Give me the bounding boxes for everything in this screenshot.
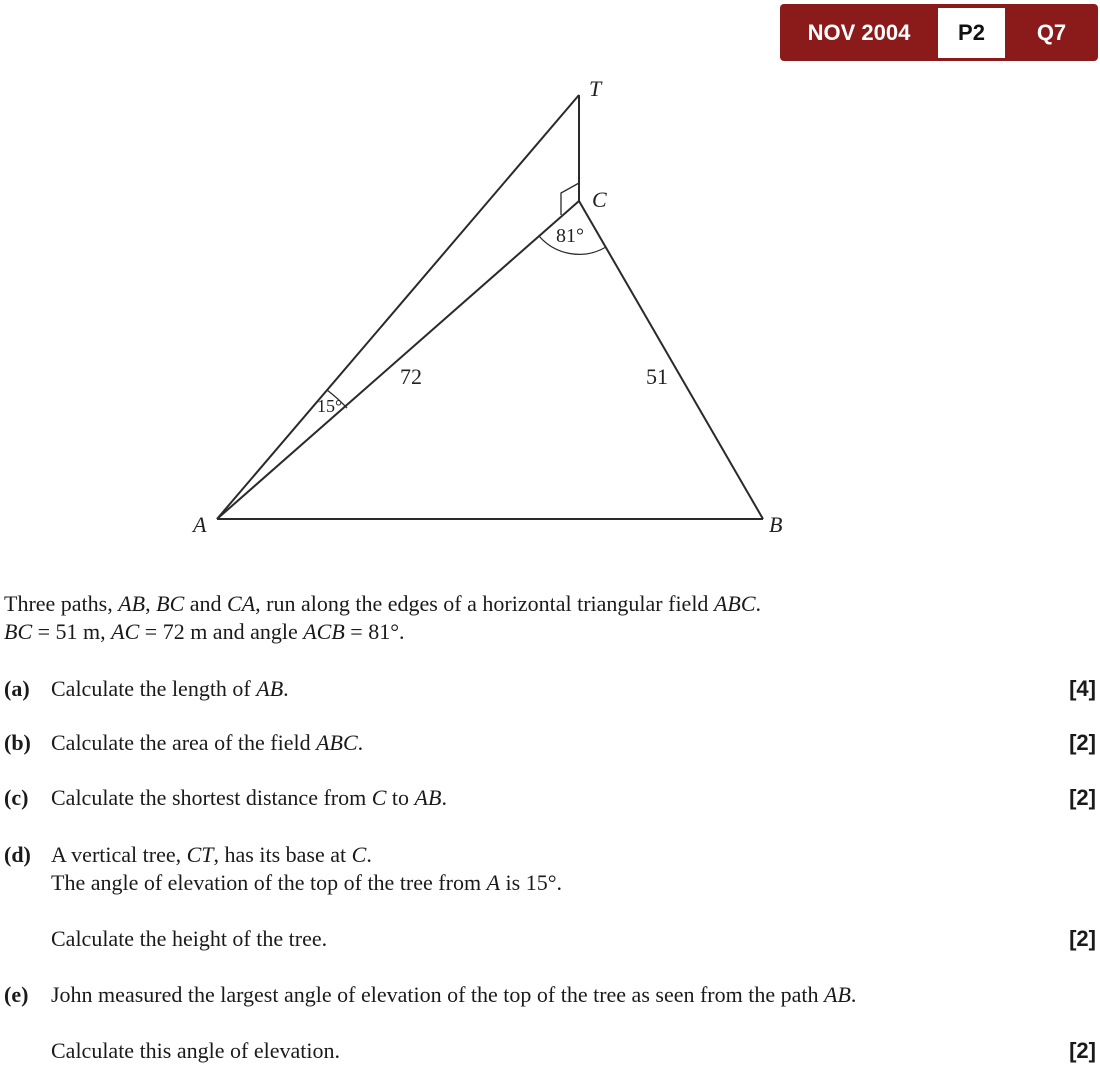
label-b: B (769, 512, 783, 537)
part-d-line-2: The angle of elevation of the top of the tree from A is 15°. (51, 870, 562, 895)
part-b-marks: [2] (1069, 730, 1096, 755)
side-ca (217, 201, 579, 519)
badge-question: Q7 (1036, 19, 1067, 45)
part-e-instruction: Calculate this angle of elevation. (51, 1038, 340, 1063)
angle-a-value: 15° (317, 396, 343, 416)
part-b: (b) Calculate the area of the field ABC. (4, 730, 364, 755)
part-c: (c) Calculate the shortest distance from C to AB. (4, 785, 447, 810)
part-d-instruction: Calculate the height of the tree. (51, 926, 328, 951)
part-c-marks: [2] (1069, 785, 1096, 810)
part-e-label: (e) (4, 982, 29, 1007)
intro-line-2: BC = 51 m, AC = 72 m and angle ACB = 81°. (4, 619, 405, 644)
part-d-label: (d) (4, 842, 31, 867)
intro-line-1: Three paths, AB, BC and CA, run along the edges of a horizontal triangular field ABC. (4, 591, 761, 616)
line-at (217, 95, 579, 519)
side-bc-length: 51 (646, 364, 668, 389)
badge-paper: P2 (938, 8, 1005, 58)
badge-session: NOV 2004 (807, 19, 911, 45)
part-d-marks: [2] (1069, 926, 1096, 951)
side-bc (579, 201, 763, 519)
part-e-marks: [2] (1069, 1038, 1096, 1063)
part-a: (a) Calculate the length of AB. (4, 676, 289, 701)
side-ac-length: 72 (400, 364, 422, 389)
part-d: (d) A vertical tree, CT, has its base at C. (4, 842, 372, 867)
part-a-marks: [4] (1069, 676, 1096, 701)
label-c: C (592, 187, 607, 212)
part-e: (e) John measured the largest angle of elevation of the top of the tree as seen from the path AB. (4, 982, 857, 1007)
label-t: T (589, 76, 602, 101)
label-a: A (193, 512, 207, 537)
angle-c-value: 81° (556, 225, 584, 247)
part-a-label: (a) (4, 676, 30, 701)
part-b-label: (b) (4, 730, 31, 755)
part-c-label: (c) (4, 785, 29, 810)
